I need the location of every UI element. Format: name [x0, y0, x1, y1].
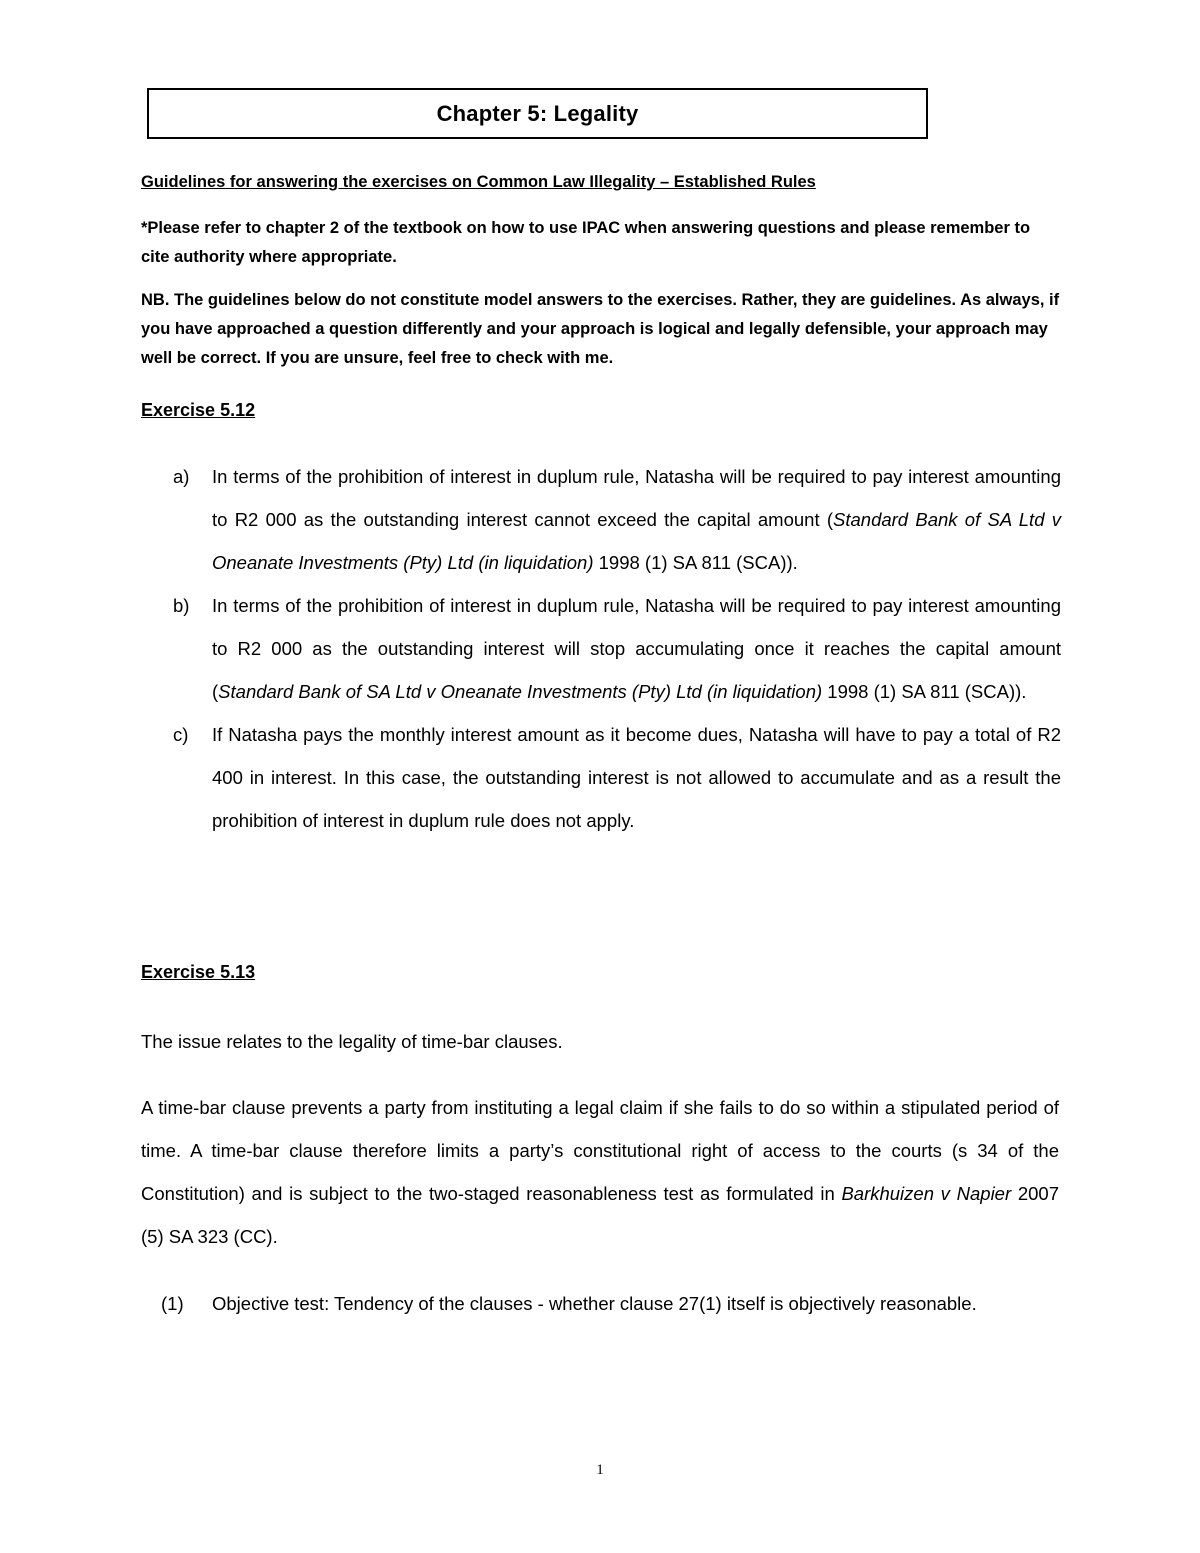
exercise-5-13-heading: Exercise 5.13: [141, 962, 256, 982]
issue-statement: [141, 1020, 1059, 1063]
time-bar-text-after: 2007 (5) SA 323 (CC).: [141, 1183, 1059, 1247]
exercise-5-12-answers: [141, 455, 1061, 842]
reasonableness-tests: [141, 1282, 1061, 1325]
time-bar-text: [141, 1086, 1059, 1258]
ipac-note-text: *Please refer to chapter 2 of the textbook on how to use IPAC when answering questions and please remember to cite authority where appropriate.: [141, 219, 1031, 266]
answer-text: [212, 455, 1061, 584]
case-citation: Barkhuizen v Napier: [841, 1183, 1012, 1204]
page-number: 1: [596, 1462, 604, 1478]
chapter-title: Chapter 5: Legality: [436, 100, 639, 126]
answer-text: [212, 584, 1061, 713]
answer-text-after: 1998 (1) SA 811 (SCA)).: [822, 681, 1027, 702]
answer-item-b: [141, 584, 1061, 713]
ipac-note: [141, 214, 1061, 272]
case-citation: Standard Bank of SA Ltd v Oneanate Investments (Pty) Ltd (in liquidation): [212, 509, 1061, 573]
chapter-title-box: [147, 88, 928, 139]
issue-text: The issue relates to the legality of time-bar clauses.: [141, 1031, 563, 1052]
guidelines-subheading: Guidelines for answering the exercises on Common Law Illegality – Established Rules: [141, 173, 816, 191]
nb-note: [141, 286, 1061, 373]
answer-marker: b): [173, 595, 190, 616]
test-text: Objective test: Tendency of the clauses - whether clause 27(1) itself is objectively reasonable.: [212, 1293, 977, 1314]
answer-text-before: In terms of the prohibition of interest in duplum rule, Natasha will be required to pay interest amounting to R2 000 as the outstanding interest cannot exceed the capital amount (: [212, 466, 1061, 530]
answer-text: If Natasha pays the monthly interest amount as it become dues, Natasha will have to pay a total of R2 400 in interest. In this case, the outstanding interest is not allowed to accumulate and as a result the prohibition of interest in duplum rule does not apply.: [212, 724, 1061, 831]
answer-text-after: 1998 (1) SA 811 (SCA)).: [593, 552, 798, 573]
answer-text-before: In terms of the prohibition of interest in duplum rule, Natasha will be required to pay interest amounting to R2 000 as the outstanding interest will stop accumulating once it reaches the capital amount (: [212, 595, 1061, 702]
answer-marker: c): [173, 724, 189, 745]
time-bar-paragraph: [141, 1086, 1059, 1258]
nb-note-text: NB. The guidelines below do not constitute model answers to the exercises. Rather, they are guidelines. As always, if you have approached a question differently and your approach is logical and legally defensible, your approach may well be correct. If you are unsure, feel free to check with me.: [141, 291, 1060, 367]
time-bar-text-before: A time-bar clause prevents a party from instituting a legal claim if she fails to do so within a stipulated period of time. A time-bar clause therefore limits a party’s constitutional right of access to the courts (s 34 of the Constitution) and is subject to the two-staged reasonableness test as formulated in: [141, 1097, 1059, 1204]
test-marker: (1): [161, 1293, 184, 1314]
case-citation: Standard Bank of SA Ltd v Oneanate Investments (Pty) Ltd (in liquidation): [218, 681, 823, 702]
answer-item-a: [141, 455, 1061, 584]
exercise-5-12-heading: Exercise 5.12: [141, 400, 256, 420]
answer-item-c: [141, 713, 1061, 842]
test-item-1: [141, 1282, 1061, 1325]
answer-marker: a): [173, 466, 190, 487]
